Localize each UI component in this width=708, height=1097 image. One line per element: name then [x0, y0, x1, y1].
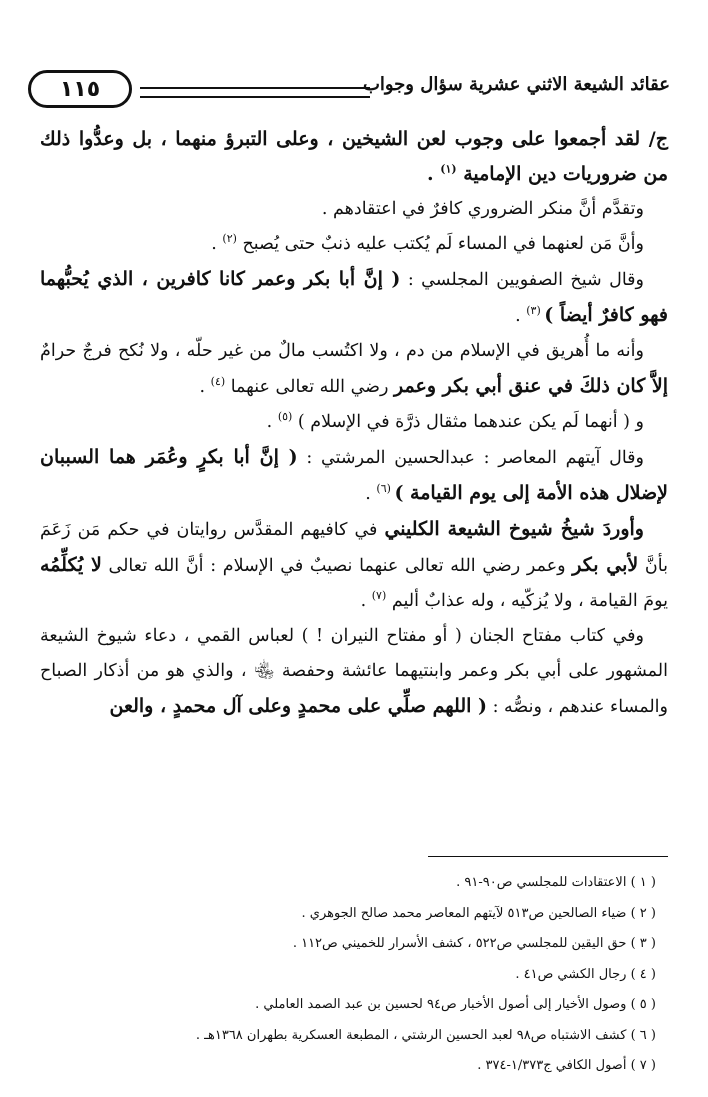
footnote: ( ١ ) الاعتقادات للمجلسي ص٩٠-٩١ .: [456, 875, 656, 890]
bold-text: لأبي بكر: [572, 554, 639, 576]
footnote-ref: (٢): [222, 232, 237, 246]
paragraph-text: رضي الله تعالى عنهما: [225, 377, 395, 397]
paragraph: [40, 262, 668, 334]
answer-text: ج/ لقد أجمعوا على وجوب لعن الشيخين ، وعلى التبرؤ منهما ، بل وعدُّوا ذلك من ضروريات دين الإمامية: [40, 128, 668, 185]
paragraph-text: في كافيهم المقدَّس روايتان في حكم مَن زَعَمَ بأنَّ: [40, 520, 668, 576]
paragraph-text: وعمر رضي الله تعالى عنهما نصيبٌ في الإسلام : أنَّ الله تعالى: [101, 556, 573, 576]
footnote: ( ٤ ) رجال الكشي ص٤١ .: [515, 966, 656, 982]
quote-text: ( إنَّ أبا بكرٍ وعُمَر هما السببان لإضلال هذه الأمة إلى يوم القيامة ): [40, 446, 668, 504]
footnote: ( ٢ ) ضياء الصالحين ص٥١٣ لآيتهم المعاصر محمد صالح الجوهري .: [301, 905, 656, 921]
period: .: [365, 484, 377, 504]
bold-text: وأوردَ شيخُ شيوخ الشيعة الكليني: [384, 518, 644, 540]
footnote-ref: (٣): [526, 304, 545, 318]
main-text: [40, 122, 668, 725]
quote-text: ( إنَّ أبا بكر وعمر كانا كافرين ، الذي يُحبُّهما فهو كافرٌ أيضاً ): [40, 268, 668, 326]
period: .: [515, 306, 527, 326]
paragraph-text: وقال شيخ الصفويين المجلسي :: [400, 270, 644, 290]
paragraph: [40, 619, 668, 725]
paragraph-text: و ( أنهما لَم يكن عندهما مثقال ذرَّة في الإسلام ): [292, 412, 644, 432]
footnotes: [40, 868, 656, 1082]
header-title: عقائد الشيعة الاثني عشرية سؤال وجواب: [362, 74, 670, 95]
period: .: [266, 412, 278, 432]
period: .: [199, 377, 211, 397]
footnote-separator: [428, 856, 668, 857]
bold-text: لا يُكلِّمُه: [40, 554, 102, 576]
footnote: ( ٦ ) كشف الاشتباه ص٩٨ لعبد الحسين الرشتي ، المطبعة العسكرية بطهران ١٣٦٨هـ .: [195, 1027, 656, 1043]
footnote-ref: (٤): [210, 375, 226, 389]
footnote-ref: (٥): [277, 410, 293, 424]
paragraph-text: وأنه ما أُهريق في الإسلام من دم ، ولا اكتُسب مالٌ من غير حلّه ، ولا نُكح فرجٌ حرامٌ: [40, 341, 644, 361]
paragraph-text: وقال آيتهم المعاصر : عبدالحسين المرشتي :: [297, 448, 644, 468]
paragraph-answer: [40, 122, 668, 192]
paragraph-text: وأنَّ مَن لعنهما في المساء لَم يُكتب عليه ذنبٌ حتى يُصبح: [236, 234, 644, 254]
paragraph-text: وفي كتاب مفتاح الجنان ( أو مفتاح النيران ! ) لعباس القمي ، دعاء شيوخ الشيعة المشهور على أبي بكر وعمر وابنتيهما عائشة وحفصة ﵄ ، والذي هو من أذكار الصباح والمساء عندهم ، ونصُّه :: [40, 626, 668, 717]
paragraph-text: وتقدَّم أنَّ منكر الضروري كافرٌ في اعتقادهم .: [321, 199, 644, 219]
paragraph: [40, 192, 668, 227]
paragraph: [40, 405, 668, 440]
paragraph: [40, 227, 668, 262]
footnote: ( ٥ ) وصول الأخيار إلى أصول الأخبار ص٩٤ لحسين بن عبد الصمد العاملي .: [255, 997, 656, 1012]
period: .: [360, 591, 372, 611]
footnote: ( ٧ ) أصول الكافي ج١/٣٧٣-٣٧٤ .: [477, 1058, 656, 1073]
page-number-badge: ١١٥: [28, 70, 132, 108]
paragraph: [40, 512, 668, 619]
quote-text: ( اللهم صلِّي على محمدٍ وعلى آل محمدٍ ، والعن: [109, 695, 488, 717]
period: .: [211, 234, 223, 254]
footnote-ref: (٦): [376, 482, 395, 496]
footnote-ref: (١): [440, 162, 457, 176]
footnote-ref: (٧): [371, 589, 387, 603]
paragraph: [40, 440, 668, 512]
header-rule: [140, 87, 370, 98]
bold-text: إلاَّ كان ذلكَ في عنق أبي بكر وعمر: [394, 375, 668, 397]
paragraph-text: يومَ القيامة ، ولا يُزكّيه ، وله عذابٌ أليم: [386, 591, 668, 611]
footnote: ( ٣ ) حق اليقين للمجلسي ص٥٢٢ ، كشف الأسرار للخميني ص١١٢ .: [292, 936, 656, 951]
paragraph: [40, 334, 668, 405]
period: .: [426, 163, 441, 185]
running-header: [28, 70, 670, 114]
